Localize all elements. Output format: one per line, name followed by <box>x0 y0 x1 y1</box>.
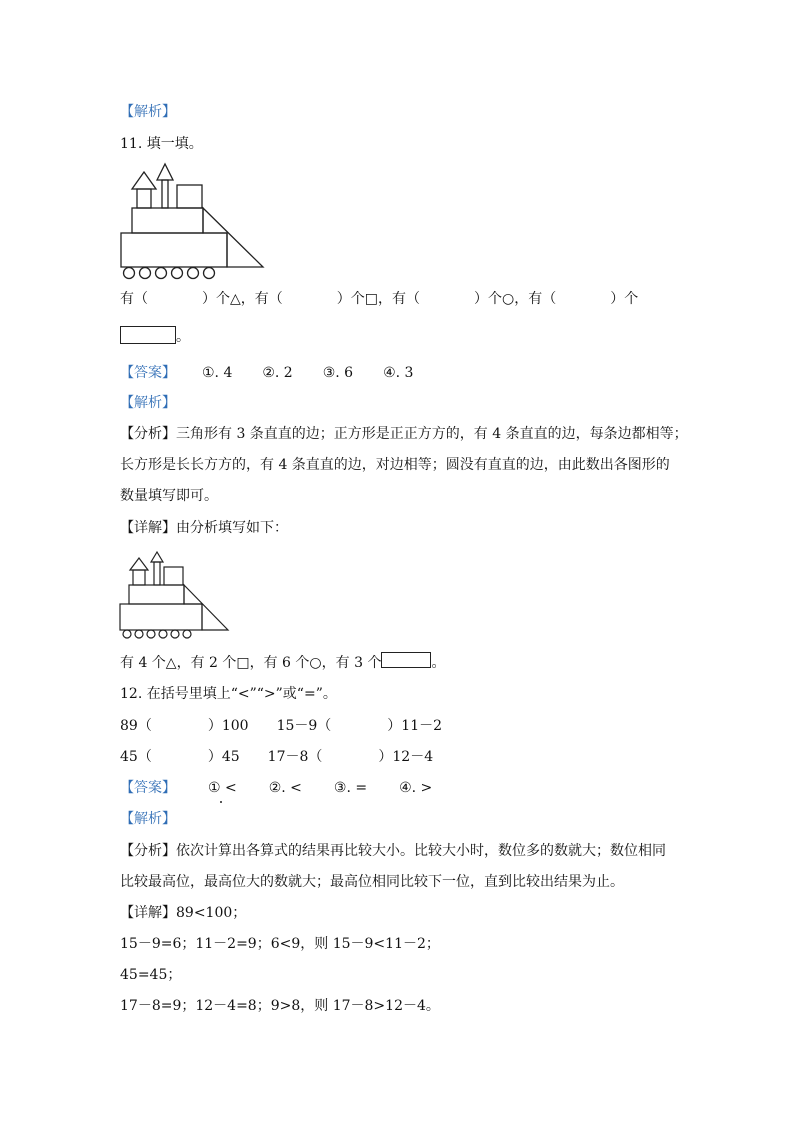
fenxi-line-1 <box>120 841 666 861</box>
xiangjie-text: 由分析填写如下： <box>176 520 288 536</box>
fenxi-line-1 <box>120 424 688 444</box>
fill-p5: ）个 <box>610 291 639 307</box>
train-figure-answer <box>118 548 234 640</box>
stem-rect <box>154 562 160 585</box>
fill-p4: ）个○，有（ <box>474 291 557 307</box>
q11-title: 11. 填一填。 <box>120 136 203 152</box>
fenxi-line-2: 长方形是长长方方的，有 4 条直直的边，对边相等；圆没有直直的边，由此数出各图形的 <box>120 457 670 473</box>
answer-tag: 【答案】 <box>120 365 176 381</box>
q11-answer-line <box>120 363 413 383</box>
wheel <box>140 268 151 279</box>
row2-d: ）12－4 <box>378 749 434 765</box>
small-rect-left <box>133 570 145 585</box>
q11-rect-line <box>120 326 190 347</box>
triangle-left <box>130 558 148 570</box>
answer-2: ②. 2 <box>262 365 293 381</box>
wheel <box>147 630 155 638</box>
rectangle-shape <box>120 326 176 344</box>
fill-end: 。 <box>176 329 190 345</box>
fill-p1: 有（ <box>120 291 148 307</box>
fenxi-tag: 【分析】 <box>120 843 176 859</box>
small-rect-left <box>137 189 151 208</box>
result-end: 。 <box>431 655 446 671</box>
row1-a: 89（ <box>120 718 152 734</box>
q12-row-1 <box>120 716 442 736</box>
middle-rect <box>132 208 203 233</box>
row1-b: ）100 <box>207 718 249 734</box>
detail-line-4: 17－8=9；12－4=8；9>8，则 17－8>12－4。 <box>120 998 440 1014</box>
answer-3: ③. = <box>333 780 368 796</box>
wheel <box>172 268 183 279</box>
triangle-left <box>132 172 156 189</box>
square-top <box>177 185 202 208</box>
q12-row-2 <box>120 747 433 767</box>
wheel <box>156 268 167 279</box>
fenxi-text-1: 依次计算出各算式的结果再比较大小。比较大小时，数位多的数就大；数位相同 <box>176 843 666 859</box>
row1-d: ）11－2 <box>387 718 443 734</box>
q12-answer-line <box>120 778 432 798</box>
wheel <box>124 268 135 279</box>
wheel <box>123 630 131 638</box>
stem-rect <box>162 180 168 208</box>
base-rect <box>121 233 227 267</box>
result-text: 有 4 个△，有 2 个□，有 6 个○，有 3 个 <box>120 655 382 671</box>
result-line <box>120 652 445 673</box>
answer-4: ④. 3 <box>383 365 414 381</box>
xiangjie-text: 89<100； <box>176 905 247 921</box>
jiexi-tag: 【解析】 <box>120 811 176 827</box>
front-slope <box>203 208 263 267</box>
square-top <box>164 567 183 585</box>
answer-1: ①. 4 <box>202 365 233 381</box>
q11-fill-line <box>120 289 638 309</box>
xiangjie-line <box>120 518 288 538</box>
middle-rect <box>129 585 184 604</box>
detail-line-3: 45=45； <box>120 967 182 983</box>
triangle-arrow <box>151 552 163 562</box>
fill-p3: ）个□，有（ <box>336 291 421 307</box>
row2-a: 45（ <box>120 749 152 765</box>
wheel <box>204 268 215 279</box>
xiangjie-line <box>120 903 246 923</box>
row1-c: 15－9（ <box>276 718 332 734</box>
fenxi-tag: 【分析】 <box>120 426 176 442</box>
fill-p2: ）个△，有（ <box>202 291 283 307</box>
answer-2: ②. < <box>268 780 302 796</box>
fenxi-line-3: 数量填写即可。 <box>120 488 218 504</box>
triangle-arrow <box>157 164 173 180</box>
base-rect <box>120 604 202 630</box>
xiangjie-tag: 【详解】 <box>120 905 176 921</box>
detail-line-2: 15－9=6；11－2=9；6<9，则 15－9<11－2； <box>120 936 440 952</box>
answer-3: ③. 6 <box>322 365 354 381</box>
row2-c: 17－8（ <box>267 749 323 765</box>
wheel <box>183 630 191 638</box>
jiexi-tag-top: 【解析】 <box>120 104 176 120</box>
fenxi-text-1: 三角形有 3 条直直的边；正方形是正正方方的，有 4 条直直的边，每条边都相等； <box>176 426 688 442</box>
fenxi-line-2: 比较最高位，最高位大的数就大；最高位相同比较下一位，直到比较出结果为止。 <box>120 874 624 890</box>
answer-4: ④. > <box>399 780 433 796</box>
xiangjie-tag: 【详解】 <box>120 520 176 536</box>
q12-title: 12. 在括号里填上“<”“>”或“=”。 <box>120 686 337 702</box>
front-slope <box>184 585 228 630</box>
wheel <box>188 268 199 279</box>
answer-1: ① < <box>208 780 237 796</box>
jiexi-tag: 【解析】 <box>120 395 176 411</box>
rectangle-shape <box>381 652 431 668</box>
answer-tag: 【答案】 <box>120 780 176 796</box>
emphasis-dot <box>220 801 222 803</box>
wheel <box>135 630 143 638</box>
train-figure <box>118 160 268 280</box>
row2-b: ）45 <box>207 749 240 765</box>
wheel <box>159 630 167 638</box>
wheel <box>171 630 179 638</box>
